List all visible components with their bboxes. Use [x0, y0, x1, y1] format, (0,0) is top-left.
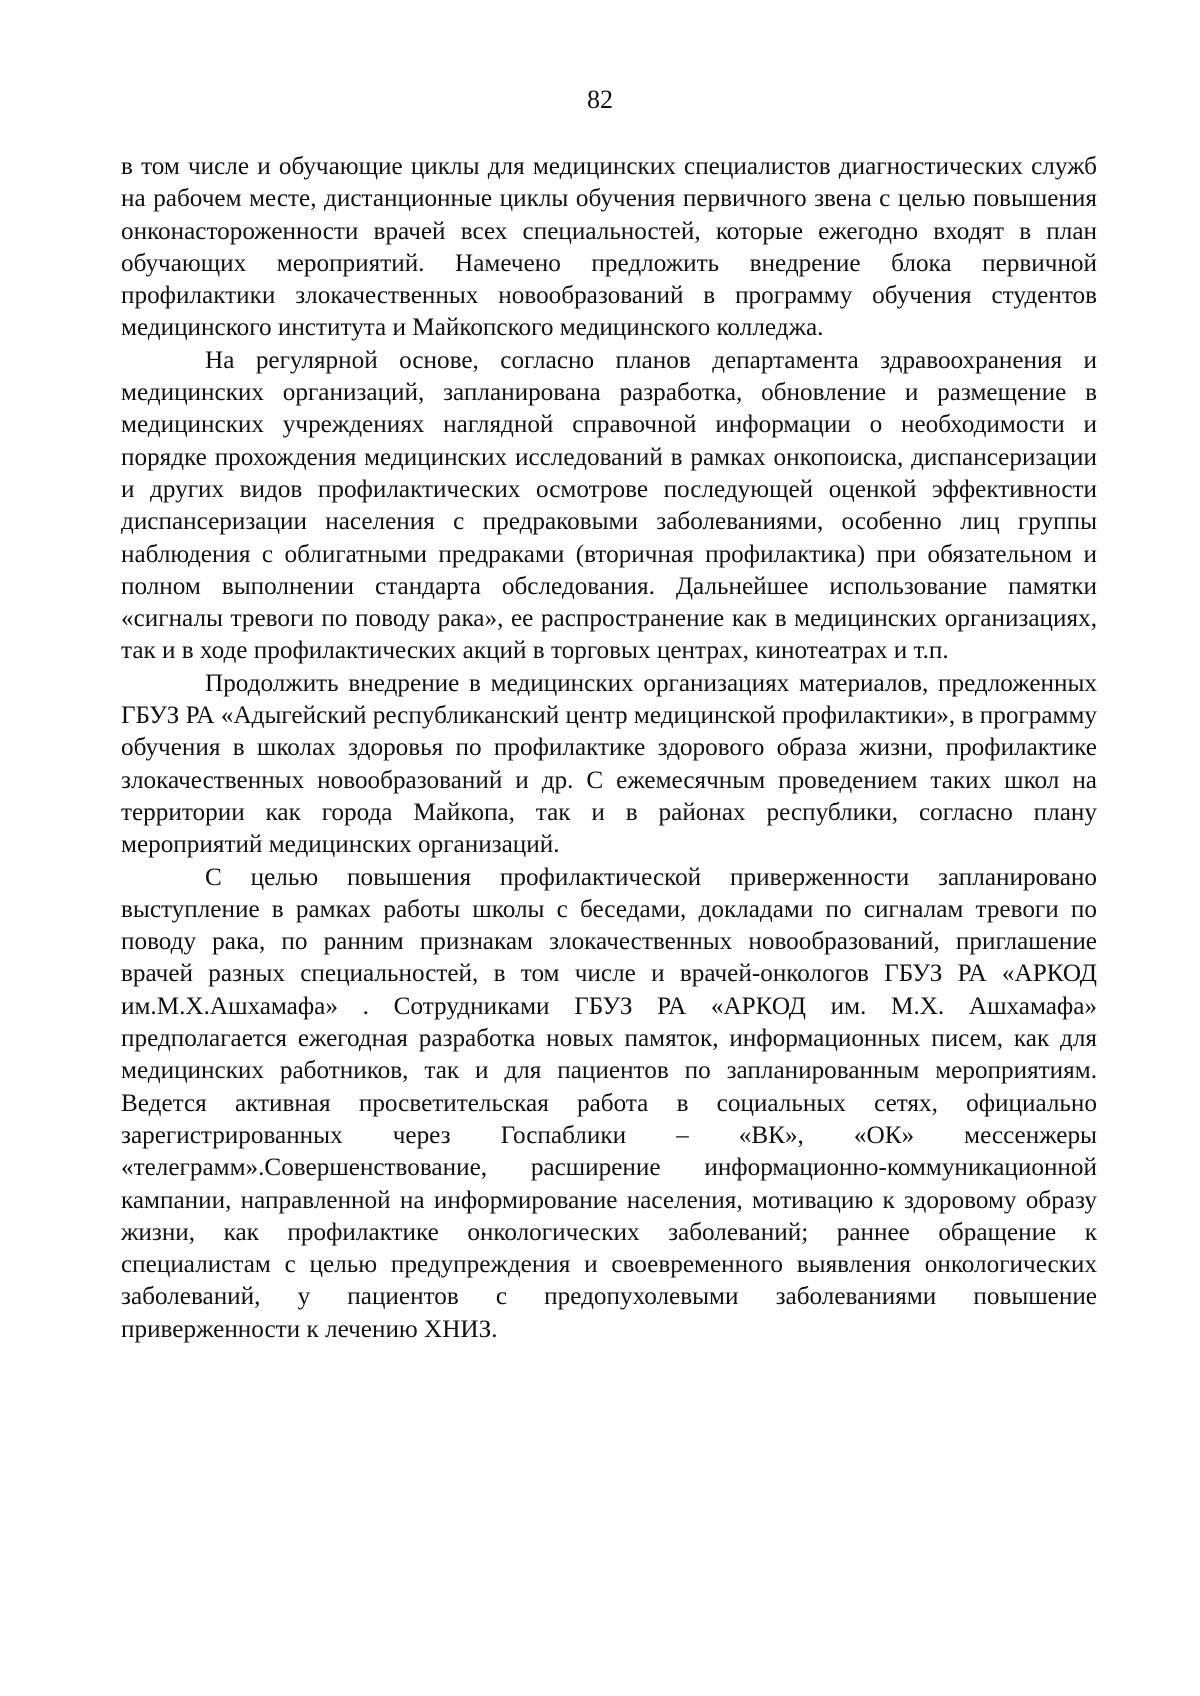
paragraph-continuation: в том числе и обучающие циклы для медицинских специалистов диагностических служб на рабочем месте, дистанционные циклы обучения первичного звена с целью повышения онконастороженности врачей всех специальностей, которые ежегодно входят в план обучающих мероприятий. Намечено предложить внедрение блока первичной профилактики злокачественных новообразований в программу обучения студентов медицинского института и Майкопского медицинского колледжа. — [121, 153, 1097, 342]
page-number: 82 — [587, 85, 613, 114]
paragraph-reference-information: На регулярной основе, согласно планов департамента здравоохранения и медицинских организаций, запланирована разработка, обновление и размещение в медицинских учреждениях наглядной справочной информации о необходимости и порядке прохождения медицинских исследований в рамках онкопоиска, диспансеризации и других видов профилактических осмотрове последующей оценкой эффективности диспансеризации населения с предраковыми заболеваниями, особенно лиц группы наблюдения с облигатными предраками (вторичная профилактика) при обязательном и полном выполнении стандарта обследования. Дальнейшее использование памятки «сигналы тревоги по поводу рака», ее распространение как в медицинских организациях, так и в ходе профилактических акций в торговых центрах, кинотеатрах и т.п. — [121, 346, 1097, 665]
document-body — [121, 151, 1097, 1346]
paragraph-health-schools: Продолжить внедрение в медицинских организациях материалов, предложенных ГБУЗ РА «Адыгейский республиканский центр медицинской профилактики», в программу обучения в школах здоровья по профилактике здорового образа жизни, профилактике злокачественных новообразований и др. С ежемесячным проведением таких школ на территории как города Майкопа, так и в районах республики, согласно плану мероприятий медицинских организаций. — [121, 669, 1097, 859]
paragraph-adherence: С целью повышения профилактической приверженности запланировано выступление в рамках работы школы с беседами, докладами по сигналам тревоги по поводу рака, по ранним признакам злокачественных новообразований, приглашение врачей разных специальностей, в том числе и врачей-онкологов ГБУЗ РА «АРКОД им.М.Х.Ашхамафа» . Сотрудниками ГБУЗ РА «АРКОД им. М.Х. Ашхамафа» предполагается ежегодная разработка новых памяток, информационных писем, как для медицинских работников, так и для пациентов по запланированным мероприятиям. Ведется активная просветительская работа в социальных сетях, официально зарегистрированных через Госпаблики – «ВК», «ОК» мессенжеры «телеграмм».Совершенствование, расширение информационно-коммуникационной кампании, направленной на информирование населения, мотивацию к здоровому образу жизни, как профилактике онкологических заболеваний; раннее обращение к специалистам с целью предупреждения и своевременного выявления онкологических заболеваний, у пациентов с предопухолевыми заболеваниями повышение приверженности к лечению ХНИЗ. — [121, 863, 1097, 1343]
